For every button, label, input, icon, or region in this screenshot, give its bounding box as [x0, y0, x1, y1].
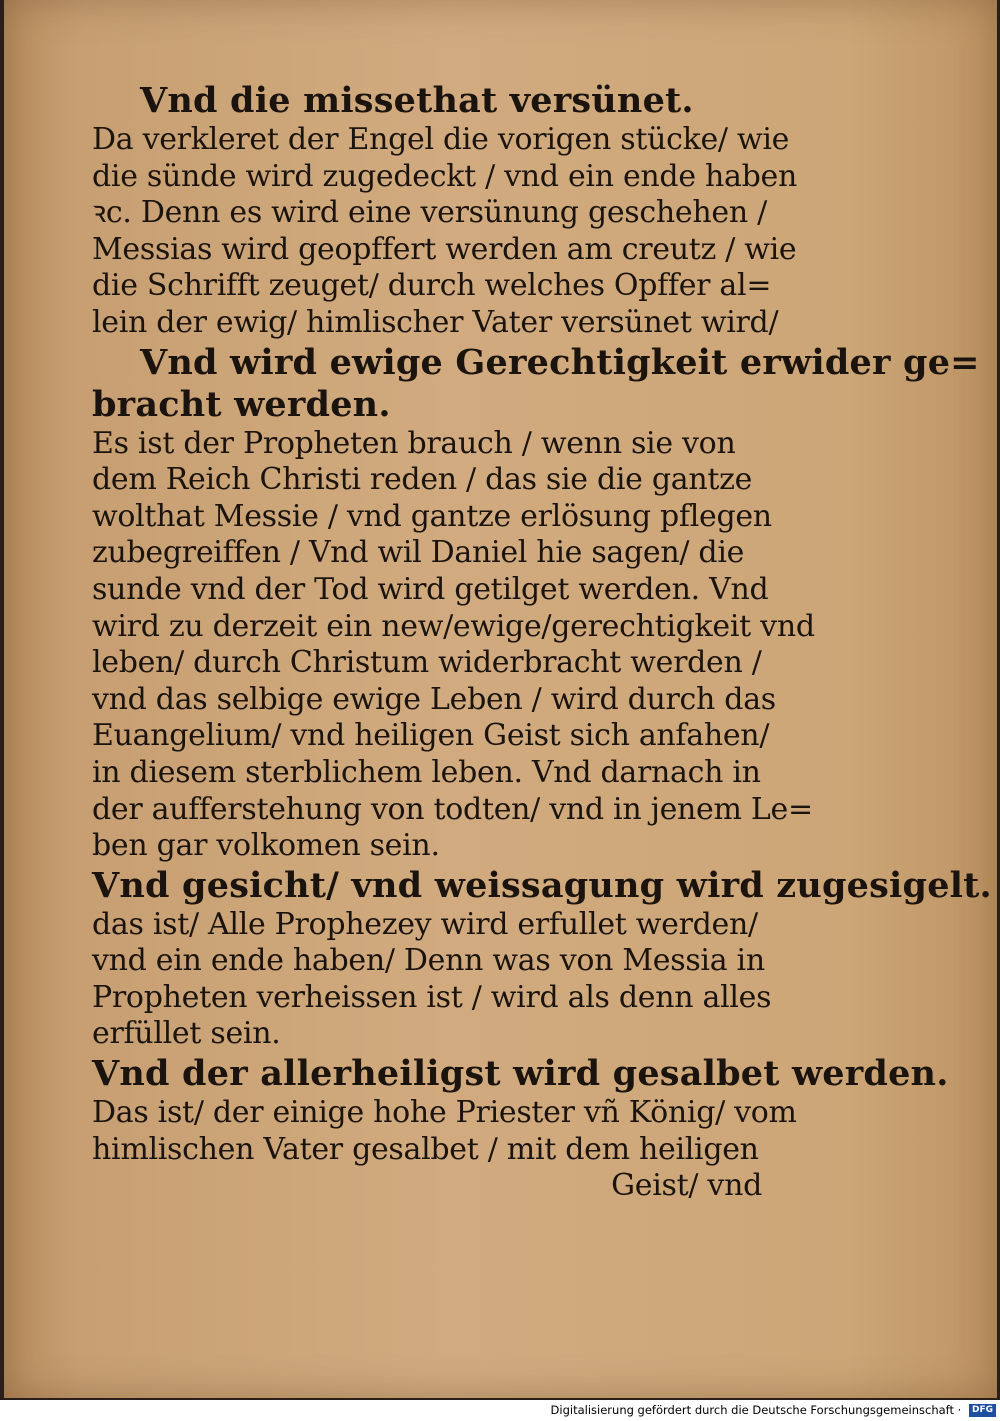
- text-line: sunde vnd der Tod wird getilget werden. Vnd: [92, 571, 769, 607]
- text-line: lein der ewig/ himlischer Vater versünet wird/: [92, 304, 779, 340]
- text-line: ben gar volkomen sein.: [92, 828, 440, 864]
- text-line: Euangelium/ vnd heiligen Geist sich anfahen/: [92, 718, 770, 754]
- heading-line: Vnd gesicht/ vnd weissagung wird zugesigelt.: [92, 864, 992, 906]
- text-line: Geist/ vnd: [611, 1168, 762, 1204]
- book-page: [4, 0, 997, 1398]
- text-line: der aufferstehung von todten/ vnd in jenem Le=: [92, 791, 813, 827]
- footer-credit-text: Digitalisierung gefördert durch die Deutsche Forschungsgemeinschaft: [550, 1403, 955, 1417]
- text-line: die sünde wird zugedeckt / vnd ein ende haben: [92, 158, 798, 194]
- text-line: wolthat Messie / vnd gantze erlösung pflegen: [92, 498, 772, 534]
- text-line: zubegreiffen / Vnd wil Daniel hie sagen/ die: [92, 535, 745, 571]
- text-line: Da verkleret der Engel die vorigen stücke/ wie: [92, 122, 790, 157]
- text-line: erfüllet sein.: [92, 1016, 281, 1052]
- heading-line: Vnd wird ewige Gerechtigkeit erwider ge=: [140, 341, 980, 383]
- footer: Digitalisierung gefördert durch die Deutsche Forschungsgemeinschaft · DFG: [0, 1400, 1000, 1421]
- text-line: das ist/ Alle Prophezey wird erfullet werden/: [92, 906, 758, 942]
- text-line: vnd ein ende haben/ Denn was von Messia in: [92, 943, 765, 979]
- text-line: Es ist der Propheten brauch / wenn sie von: [92, 425, 736, 461]
- text-line: himlischen Vater gesalbet / mit dem heiligen: [92, 1131, 759, 1167]
- text-line: vnd das selbige ewige Leben / wird durch das: [92, 681, 776, 717]
- text-line: dem Reich Christi reden / das sie die gantze: [92, 462, 753, 498]
- text-line: leben/ durch Christum widerbracht werden /: [92, 645, 762, 681]
- dfg-logo: DFG: [969, 1404, 996, 1417]
- heading-line: bracht werden.: [92, 383, 391, 425]
- page-text-block: [92, 80, 992, 1205]
- text-line: Messias wird geopffert werden am creutz / wie: [92, 231, 797, 267]
- heading-line: Vnd die missethat versünet.: [140, 80, 694, 121]
- text-line: die Schrifft zeuget/ durch welches Opffer al=: [92, 268, 772, 304]
- heading-line: Vnd der allerheiligst wird gesalbet werden.: [92, 1053, 949, 1095]
- text-line: wird zu derzeit ein new/ewige/gerechtigkeit vnd: [92, 608, 815, 644]
- text-line: Das ist/ der einige hohe Priester vñ König/ vom: [92, 1095, 797, 1131]
- text-line: Propheten verheissen ist / wird als denn alles: [92, 979, 772, 1015]
- text-line: ꝛc. Denn es wird eine versünung geschehen /: [92, 195, 767, 231]
- text-line: in diesem sterblichem leben. Vnd darnach in: [92, 754, 761, 790]
